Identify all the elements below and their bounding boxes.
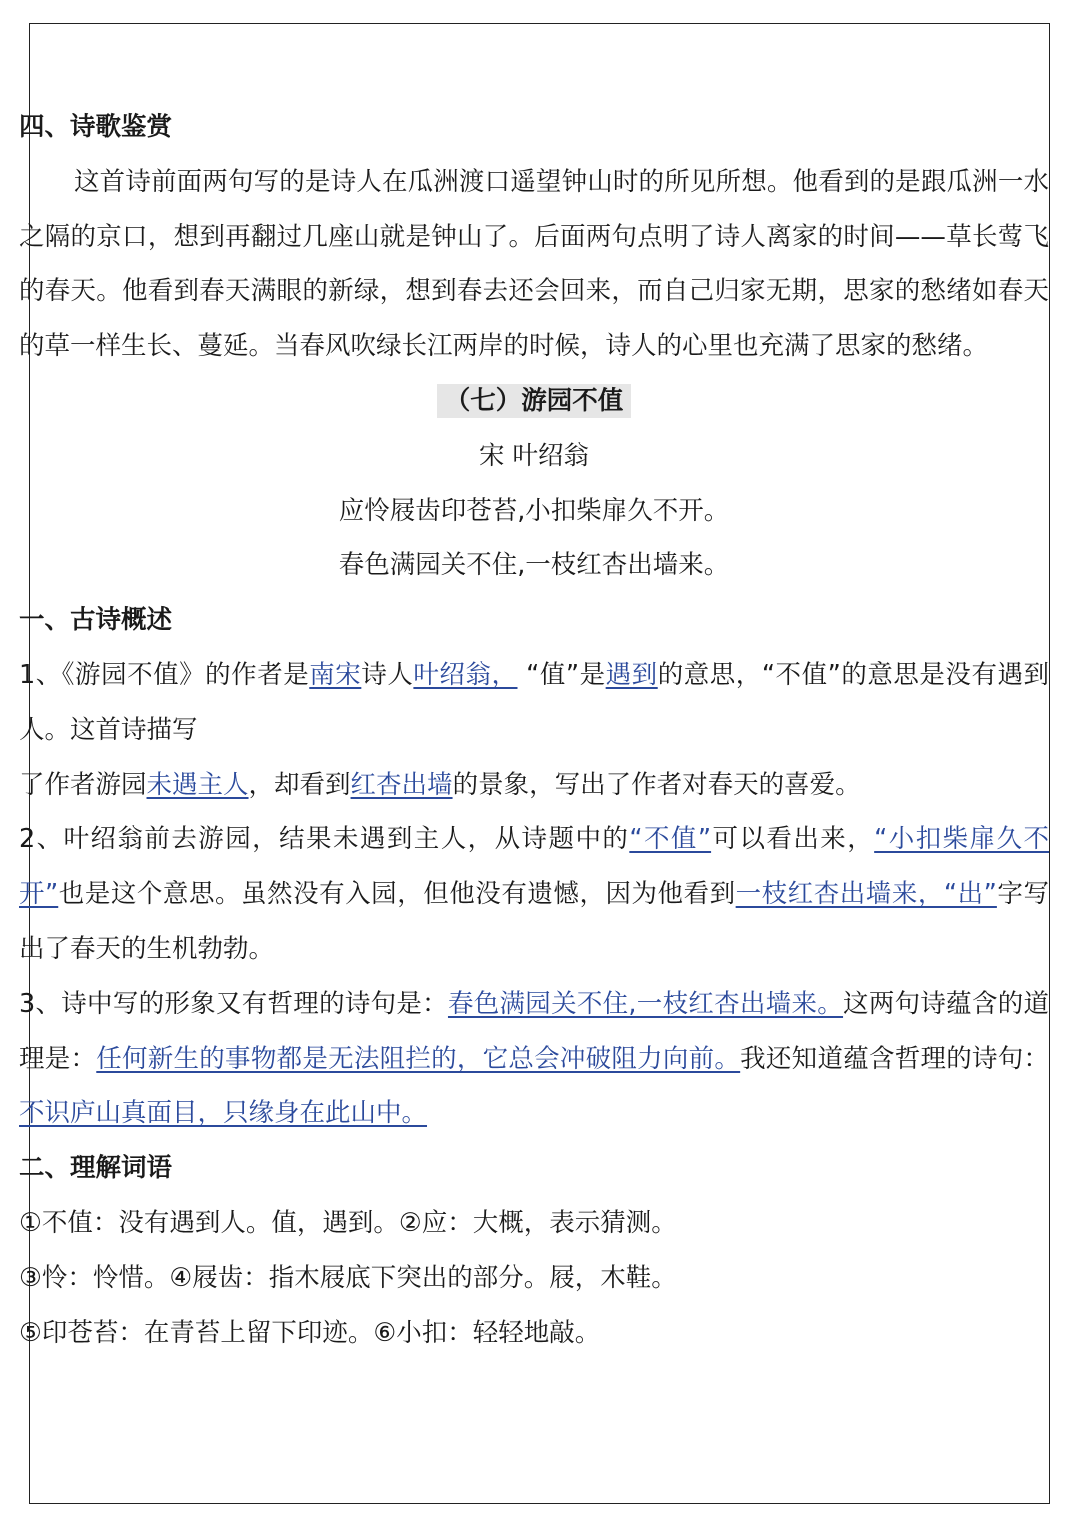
q3-text: 这两句诗蕴含的道理是： — [19, 988, 1049, 1074]
q3-text: 我还知道蕴含哲理的诗句： — [740, 1043, 1049, 1074]
q2-text: 2、叶绍翁前去游园，结果未遇到主人，从诗题中的 — [19, 824, 630, 855]
poem-author: 宋 叶绍翁 — [478, 440, 590, 471]
q1-answer-dynasty: 南宋 — [309, 659, 362, 690]
q1-text: “值”是 — [517, 659, 606, 690]
q2-answer-3: 一枝红杏出墙来，“出” — [735, 879, 997, 910]
document-body — [19, 100, 1049, 1360]
section-heading-overview: 一、古诗概述 — [19, 605, 173, 636]
poem-line-2: 春色满园关不住,一枝红杏出墙来。 — [338, 550, 730, 581]
q3-text: 3、诗中写的形象又有哲理的诗句是： — [19, 988, 448, 1019]
question-1-continued — [19, 758, 1049, 813]
question-1 — [19, 648, 1049, 758]
poem-title-text: （七）游园不值 — [437, 384, 632, 418]
q1-answer-no-host: 未遇主人 — [146, 769, 249, 800]
q1-text: 1、《游园不值》的作者是 — [19, 659, 310, 690]
q1-text: ，却看到 — [248, 769, 351, 800]
q1-answer-author: 叶绍翁， — [413, 659, 518, 690]
q3-answer-2: 任何新生的事物都是无法阻拦的，它总会冲破阻力向前。 — [96, 1043, 741, 1074]
q1-text: 了作者游园 — [19, 769, 147, 800]
poem-line-1: 应怜屐齿印苍苔,小扣柴扉久不开。 — [338, 495, 730, 526]
vocab-line-3: ⑤印苍苔：在青苔上留下印迹。⑥小扣：轻轻地敲。 — [19, 1317, 601, 1348]
q2-text: 可以看出来， — [711, 824, 875, 855]
q3-answer-1: 春色满园关不住,一枝红杏出墙来。 — [447, 988, 844, 1019]
q1-answer-meaning: 遇到 — [605, 659, 658, 690]
q2-answer-1: “不值” — [629, 824, 712, 855]
q1-text: 诗人 — [361, 659, 414, 690]
q2-text: 字写出了春天的生机勃勃。 — [19, 879, 1049, 964]
poem-title — [19, 374, 1049, 429]
vocab-line-1: ①不值：没有遇到人。值，遇到。②应：大概，表示猜测。 — [19, 1207, 677, 1238]
q3-answer-3: 不识庐山真面目，只缘身在此山中。 — [19, 1098, 428, 1129]
question-2 — [19, 812, 1049, 976]
q2-answer-2: “小扣柴扉久不开” — [19, 824, 1049, 910]
vocab-line-2: ③怜：怜惜。④屐齿：指木屐底下突出的部分。屐，木鞋。 — [19, 1262, 677, 1293]
q2-text: 也是这个意思。虽然没有入园，但他没有遗憾，因为他看到 — [58, 879, 736, 910]
q1-answer-apricot: 红杏出墙 — [350, 769, 453, 800]
section-heading-vocabulary: 二、理解词语 — [19, 1153, 173, 1184]
question-3 — [19, 977, 1049, 1141]
section-heading-appreciation: 四、诗歌鉴赏 — [19, 112, 173, 142]
appreciation-paragraph: 这首诗前面两句写的是诗人在瓜洲渡口遥望钟山时的所见所想。他看到的是跟瓜洲一水之隔的京口，想到再翻过几座山就是钟山了。后面两句点明了诗人离家的时间——草长莺飞的春天。他看到春天满眼的新绿，想到春去还会回来，而自己归家无期，思家的愁绪如春天的草一样生长、蔓延。当春风吹绿长江两岸的时候，诗人的心里也充满了思家的愁绪。 — [19, 166, 1049, 362]
q1-text: 的景象，写出了作者对春天的喜爱。 — [452, 769, 861, 800]
q1-text: 的意思，“不值”的意思是没有遇到人。这首诗描写 — [19, 659, 1049, 745]
